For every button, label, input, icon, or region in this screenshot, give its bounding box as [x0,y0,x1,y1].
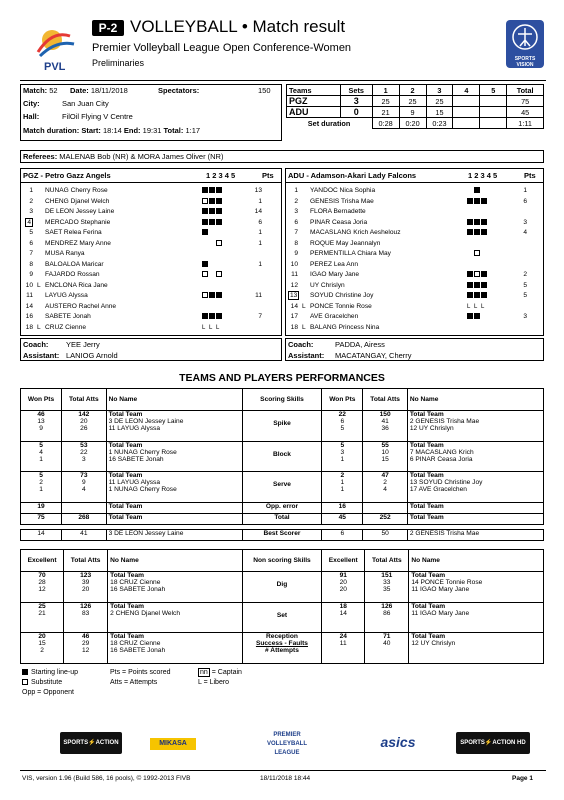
start-time: 18:14 [103,126,122,135]
starting-lineup-marker [202,261,208,267]
set-duration [480,118,507,129]
roster-row: 1 YANDOC Nica Sophia 1 [294,187,527,194]
score-cell [453,107,480,118]
starting-lineup-marker [467,271,473,277]
starting-lineup-marker [474,198,480,204]
substitute-marker [216,271,222,277]
roster-row: 1 NUNAG Cherry Rose 13 [29,187,262,194]
roster-row: 13 SOYUD Christine Joy 5 [290,292,527,299]
mikasa-logo: MIKASA [150,738,196,750]
roster-row: 2 CHENG Djanel Welch 1 [29,197,262,205]
roster-row: 6 PINAR Ceasa Joria 3 [294,218,527,226]
substitute-marker [202,198,208,204]
roster-row: 14 L PONCE Tonnie Rose L L L [290,302,485,310]
non-scoring-skills-table: Excellent Total Atts No Name Non scoring Skills Excellent Total Atts No Name 70 28 12 123 39 20 Total Team 18 CRUZ Cienne 16 SABETE Jonah Dig 91 20 20 151 33 35 Total Team 14 PONCE Tonnie Rose 11 IGAO Mary Jane 25 21 126 83 Total Team 2 CHENG Djanel Welch Set 18 14 126 86 Total Team 11 IGAO Mary Jane 20 15 2 46 29 12 Total Team 18 CRUZ Cienne 16 SABETE Jonah Reception Success - Faults # Attempts 24 11 71 40 Total Team 12 UY Chrislyn [20,549,544,664]
performance-heading: TEAMS AND PLAYERS PERFORMANCES [179,372,385,384]
roster-row: 10 PEREZ Lea Ann [290,260,359,268]
score-cell: 0 [340,107,372,118]
roster-row: 11 IGAO Mary Jane 2 [291,271,527,278]
starting-lineup-marker [216,292,222,298]
score-header: 3 [426,85,453,96]
starting-lineup-marker [209,292,215,298]
team-a-player-list [23,186,279,333]
set-duration: 0:28 [372,118,399,129]
score-cell: 25 [426,96,453,107]
doc-code-badge: P-2 [92,20,124,36]
starting-lineup-marker [209,198,215,204]
score-cell: 3 [340,96,372,107]
score-header: 1 [372,85,399,96]
starting-lineup-marker [474,229,480,235]
sports-action-hd-logo: SPORTS⚡ACTION HD [456,732,530,754]
set-duration-label: Set duration [287,118,373,129]
roster-row: 3 FLORA Bernadette [294,208,366,215]
starting-lineup-marker [209,187,215,193]
starting-lineup-marker [209,219,215,225]
roster-row: 12 UY Chrislyn 5 [290,281,527,289]
match-date: 18/11/2018 [90,86,128,95]
starting-lineup-marker [209,313,215,319]
match-number: 52 [49,86,58,95]
city: San Juan City [62,99,109,108]
starting-lineup-marker [467,282,473,288]
substitute-marker [202,271,208,277]
total-time: 1:17 [185,126,201,135]
team-b-assistant: MACATANGAY, Cherry [335,351,412,360]
legend: Starting line-up Substitute Opp = Opponent [22,669,79,696]
end-time: 19:31 [142,126,162,135]
score-table [286,84,544,129]
score-cell: 15 [426,107,453,118]
substitute-marker [474,271,480,277]
roster-row: 9 FAJARDO Rossan [23,270,279,281]
team-a-name: PGZ - Petro Gazz Angels [23,171,111,180]
set-duration: 0:20 [399,118,426,129]
hall: FilOil Flying V Centre [62,112,133,121]
starting-lineup-marker [481,219,487,225]
total-row: 75 268 Total Team Total 45 252 Total Team [21,513,544,524]
team-a-coaches [20,338,282,361]
substitute-marker [474,250,480,256]
roster-row: 10 L ENCLONA Rica Jane [25,281,108,289]
roster-row: 6 MENDREZ Mary Anne 1 [29,239,262,247]
starting-lineup-marker [209,208,215,214]
score-cell: ADU [287,107,341,118]
team-b-coach: PADDA, Airess [335,340,385,349]
roster-row: 4 MERCADO Stephanie 6 [27,218,262,226]
spectators-count: 150 [258,86,271,95]
score-header: Teams [287,85,341,96]
best-scorer-row: 14 41 3 DE LEON Jessey Laine Best Scorer 6 50 2 GENESIS Trisha Mae [21,529,544,540]
starting-lineup-marker [474,219,480,225]
score-cell [480,107,507,118]
team-b-name: ADU - Adamson-Akari Lady Falcons [288,171,417,180]
team-b-player-list [288,186,541,333]
score-header: Sets [340,85,372,96]
score-cell: 45 [507,107,544,118]
starting-lineup-marker [216,313,222,319]
score-cell: 75 [507,96,544,107]
roster-row: 18 L CRUZ Cienne L L L [25,323,220,331]
pvl-logo [30,22,80,74]
starting-lineup-marker [467,229,473,235]
starting-lineup-marker [202,187,208,193]
starting-lineup-marker [481,271,487,277]
sports-action-logo: SPORTS⚡ACTION [60,732,122,754]
roster-row: 9 PERMENTILLA Chiara May [288,249,541,260]
starting-lineup-marker [216,219,222,225]
footer-timestamp: 18/11/2018 18:44 [260,775,311,782]
competition-phase: Preliminaries [92,58,145,68]
starting-lineup-marker [474,187,480,193]
starting-lineup-marker [467,219,473,225]
roster-row: 3 DE LEON Jessey Laine 14 [29,208,262,215]
referees-value: MALENAB Bob (NR) & MORA James Oliver (NR) [59,152,224,161]
starting-lineup-marker [202,229,208,235]
svg-text:PVL: PVL [44,61,66,73]
competition-name: Premier Volleyball League Open Conference-Women [92,42,352,54]
pvl-sponsor-logo: PREMIER VOLLEYBALL LEAGUE [267,732,307,756]
roster-row: 5 SAET Relea Ferina 1 [29,229,262,236]
starting-lineup-marker [474,292,480,298]
starting-lineup-marker [202,313,208,319]
starting-lineup-marker [474,282,480,288]
score-cell: 21 [372,107,399,118]
starting-lineup-marker [467,292,473,298]
asics-logo: asics [380,734,416,750]
roster-row: 16 SABETE Jonah 7 [25,313,262,320]
starting-lineup-marker [481,282,487,288]
roster-row: 7 MACASLANG Krich Aeshelouz 4 [294,229,527,236]
skill-row: 20 15 2 46 29 12 Total Team 18 CRUZ Cienne 16 SABETE Jonah Reception Success - Faults # Attempts 24 11 71 40 Total Team 12 UY Chrislyn [21,633,544,664]
score-cell [480,96,507,107]
roster-row: 17 AVE Gracelchen 3 [290,313,527,320]
starting-lineup-marker [467,198,473,204]
set-duration: 0:23 [426,118,453,129]
substitute-marker [216,240,222,246]
footer-page: Page 1 [512,775,533,782]
score-header: Total [507,85,544,96]
starting-lineup-marker [467,313,473,319]
scoring-skills-table: Won Pts Total Atts No Name Scoring Skills Won Pts Total Atts No Name 46 13 9 142 20 26 Total Team 3 DE LEON Jessey Laine 11 LAYUG Alyssa Spike 22 6 5 150 41 36 Total Team 2 GENESIS Trisha Mae 12 UY Chrislyn 5 4 1 53 22 3 Total Team 1 NUNAG Cherry Rose 16 SABETE Jonah Block 5 3 1 55 10 15 Total Team 7 MACASLANG Krich 6 PINAR Ceasa Joria 5 2 1 73 9 4 Total Team 11 LAYUG Alyssa 1 NUNAG Cherry Rose Serve 2 1 1 47 2 4 Total Team 13 SOYUD Christine Joy 17 AVE Gracelchen 19 Total Team Opp. error 16 Total Team 75 268 Total Team Total 45 252 Total Team 14 41 3 DE LEON Jessey Laine Best Scorer 6 50 2 GENESIS Trisha Mae [20,388,544,541]
set-duration [453,118,480,129]
starting-lineup-marker [481,198,487,204]
starting-lineup-marker [216,187,222,193]
roster-row: 8 ROQUE May Jeannalyn [294,239,381,247]
skill-row: 5 4 1 53 22 3 Total Team 1 NUNAG Cherry Rose 16 SABETE Jonah Block 5 3 1 55 10 15 Total Team 7 MACASLANG Krich 6 PINAR Ceasa Joria [21,441,544,472]
skill-row: 46 13 9 142 20 26 Total Team 3 DE LEON Jessey Laine 11 LAYUG Alyssa Spike 22 6 5 150 41 36 Total Team 2 GENESIS Trisha Mae 12 UY Chrislyn [21,411,544,442]
starting-lineup-marker [216,198,222,204]
team-a-coach: YEE Jerry [66,340,100,349]
substitute-marker [202,292,208,298]
page-title: VOLLEYBALL • Match result [130,17,346,36]
score-cell: 25 [399,96,426,107]
sports-vision-logo: SPORTS VISION [506,20,544,68]
roster-row: 8 BALOALOA Maricar 1 [29,260,262,268]
roster-row: 7 MUSA Ranya [29,250,85,257]
starting-lineup-marker [202,219,208,225]
starting-lineup-marker [481,292,487,298]
score-cell: 9 [399,107,426,118]
starting-lineup-marker [481,229,487,235]
footer-version: VIS, version 1.96 (Build 586, 16 pools), © 1992-2013 FIVB [22,775,191,782]
team-a-assistant: LANIOG Arnold [66,351,118,360]
roster-row: 2 GENESIS Trisha Mae 6 [294,197,527,205]
skill-row: 25 21 126 83 Total Team 2 CHENG Djanel Welch Set 18 14 126 86 Total Team 11 IGAO Mary Jane [21,602,544,633]
starting-lineup-marker [216,208,222,214]
opp-error-row: 19 Total Team Opp. error 16 Total Team [21,502,544,513]
roster-row: 18 L BALANG Princess Nina [290,323,380,331]
skill-row: 70 28 12 123 39 20 Total Team 18 CRUZ Cienne 16 SABETE Jonah Dig 91 20 20 151 33 35 Total Team 14 PONCE Tonnie Rose 11 IGAO Mary Jane [21,572,544,603]
score-cell: PGZ [287,96,341,107]
score-cell: 25 [372,96,399,107]
score-cell [453,96,480,107]
set-duration: 1:11 [507,118,544,129]
score-header: 4 [453,85,480,96]
skill-row: 5 2 1 73 9 4 Total Team 11 LAYUG Alyssa 1 NUNAG Cherry Rose Serve 2 1 1 47 2 4 Total Team 13 SOYUD Christine Joy 17 AVE Gracelchen [21,472,544,503]
starting-lineup-marker [202,208,208,214]
starting-lineup-marker [474,313,480,319]
score-header: 5 [480,85,507,96]
score-header: 2 [399,85,426,96]
roster-row: 11 LAYUG Alyssa 11 [26,292,262,299]
roster-row: 14 AUSTERO Rachel Anne [25,302,117,310]
